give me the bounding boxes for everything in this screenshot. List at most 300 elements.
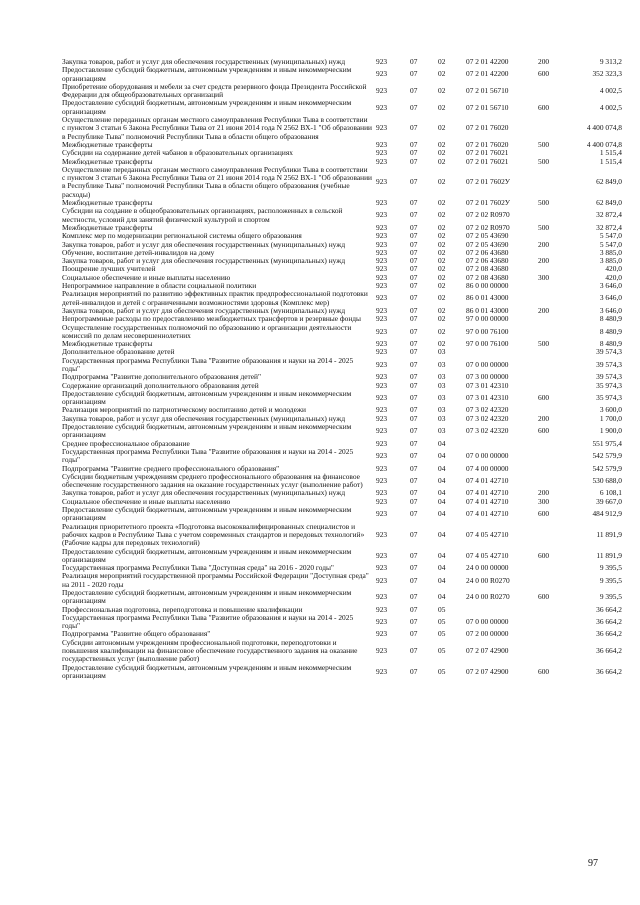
- row-target-article: 07 4 05 42710: [466, 529, 509, 539]
- row-amount: 9 395,5: [599, 575, 622, 585]
- table-row: [62, 448, 622, 465]
- table-row: [62, 340, 622, 348]
- row-expense-type: [538, 348, 574, 356]
- row-ministry-code: 923: [376, 69, 388, 79]
- row-amount: 4 400 074,8: [586, 123, 622, 133]
- row-subsection: 02: [438, 257, 446, 266]
- table-row: [62, 324, 622, 341]
- row-target-article: 07 2 01 76021: [466, 149, 509, 158]
- row-name: Закупка товаров, работ и услуг для обеспечения государственных (муниципальных) нужд: [62, 58, 346, 66]
- row-subsection: 02: [438, 149, 446, 158]
- row-ministry-code: 923: [376, 223, 388, 232]
- row-amount: 35 974,3: [596, 381, 622, 390]
- row-section: 07: [410, 177, 418, 187]
- table-row: [62, 348, 622, 356]
- row-section: 07: [410, 86, 418, 96]
- row-target-article: 07 2 06 43680: [466, 257, 509, 266]
- row-section: 07: [410, 315, 418, 324]
- row-subsection: 04: [438, 497, 446, 506]
- row-section: 07: [410, 381, 418, 390]
- row-amount: 551 975,4: [592, 439, 622, 448]
- table-row: [62, 664, 622, 681]
- row-amount: 39 574,3: [596, 373, 622, 382]
- row-section: 07: [410, 340, 418, 349]
- row-section: 07: [410, 157, 418, 166]
- row-name: Социальное обеспечение и иные выплаты населению: [62, 273, 231, 282]
- row-section: 07: [410, 464, 418, 473]
- row-target-article: 07 2 06 43680: [466, 248, 509, 257]
- row-name: Межбюджетные трансферты: [62, 223, 153, 232]
- row-target-article: 07 3 02 42320: [466, 426, 509, 436]
- row-section: 07: [410, 575, 418, 585]
- row-section: 07: [410, 564, 418, 573]
- row-subsection: 02: [438, 58, 446, 66]
- row-subsection: 02: [438, 86, 446, 96]
- row-name: Социальное обеспечение и иные выплаты населению: [62, 497, 231, 506]
- row-name: Предоставление субсидий бюджетным, автономным учреждениям и иным некоммерческим организациям: [62, 423, 352, 440]
- row-subsection: 02: [438, 326, 446, 336]
- row-target-article: 07 2 01 56710: [466, 86, 509, 96]
- row-name: Субсидии бюджетным учреждениям среднего профессионального образования на финансовое обеспечение государственного задания на оказание государственных услуг (выполнение работ): [62, 472, 363, 490]
- row-expense-type: 600: [538, 69, 550, 79]
- row-amount: 39 574,3: [596, 359, 622, 369]
- row-ministry-code: 923: [376, 451, 388, 461]
- row-ministry-code: 923: [376, 340, 388, 349]
- row-expense-type: [538, 473, 574, 490]
- row-ministry-code: 923: [376, 265, 388, 274]
- row-name: Подпрограмма "Развитие дополнительного образования детей": [62, 373, 262, 382]
- table-row: [62, 224, 622, 232]
- table-row: [62, 141, 622, 149]
- row-target-article: 07 0 00 00000: [466, 359, 509, 369]
- row-expense-type: 200: [538, 240, 550, 249]
- row-expense-type: [538, 207, 574, 224]
- table-row: [62, 166, 622, 199]
- row-amount: 4 002,5: [599, 102, 622, 112]
- table-row: [62, 630, 622, 638]
- row-name: Субсидии на содержание детей чабанов в образовательных организациях: [62, 149, 293, 158]
- page-number: 97: [588, 858, 598, 869]
- row-amount: 9 395,5: [599, 564, 622, 573]
- table-row: [62, 506, 622, 523]
- row-target-article: 07 3 02 42320: [466, 414, 509, 423]
- row-amount: 8 480,9: [599, 315, 622, 324]
- row-section: 07: [410, 149, 418, 158]
- row-subsection: 02: [438, 232, 446, 241]
- row-name: Государственная программа Республики Тыва "Доступная среда" на 2016 - 2020 годы": [62, 564, 334, 573]
- row-amount: 3 885,0: [599, 248, 622, 257]
- row-section: 07: [410, 359, 418, 369]
- row-subsection: 03: [438, 381, 446, 390]
- row-subsection: 02: [438, 293, 446, 303]
- row-expense-type: [538, 465, 574, 473]
- table-row: [62, 465, 622, 473]
- row-expense-type: 300: [538, 273, 550, 282]
- row-ministry-code: 923: [376, 257, 388, 266]
- table-row: [62, 307, 622, 315]
- row-target-article: 86 0 00 00000: [466, 282, 509, 291]
- row-ministry-code: 923: [376, 464, 388, 473]
- row-expense-type: [538, 440, 574, 448]
- row-amount: 8 480,9: [599, 326, 622, 336]
- row-name: Предоставление субсидий бюджетным, автономным учреждениям и иным некоммерческим организациям: [62, 547, 352, 564]
- table-row: [62, 58, 622, 66]
- row-amount: 9 395,5: [599, 592, 622, 602]
- row-section: 07: [410, 414, 418, 423]
- row-target-article: 97 0 00 76100: [466, 340, 509, 349]
- row-target-article: 07 2 07 42900: [466, 666, 509, 676]
- row-amount: 6 108,1: [599, 489, 622, 498]
- row-amount: 420,0: [605, 265, 622, 274]
- row-amount: 1 900,0: [599, 426, 622, 436]
- table-row: [62, 415, 622, 423]
- row-target-article: [466, 348, 538, 356]
- row-section: 07: [410, 223, 418, 232]
- row-section: 07: [410, 248, 418, 257]
- row-subsection: 05: [438, 605, 446, 614]
- row-amount: 530 688,0: [592, 475, 622, 485]
- row-subsection: 02: [438, 102, 446, 112]
- table-row: [62, 241, 622, 249]
- row-expense-type: [538, 382, 574, 390]
- row-amount: 5 547,0: [599, 232, 622, 241]
- row-amount: 420,0: [605, 273, 622, 282]
- row-subsection: 03: [438, 414, 446, 423]
- row-section: 07: [410, 273, 418, 282]
- row-amount: 62 849,0: [596, 177, 622, 187]
- row-target-article: 86 0 01 43000: [466, 293, 509, 303]
- row-expense-type: [538, 606, 574, 614]
- row-name: Закупка товаров, работ и услуг для обеспечения государственных (муниципальных) нужд: [62, 306, 346, 315]
- row-subsection: 02: [438, 306, 446, 315]
- row-subsection: 02: [438, 69, 446, 79]
- row-section: 07: [410, 69, 418, 79]
- row-section: 07: [410, 646, 418, 656]
- row-section: 07: [410, 393, 418, 403]
- row-target-article: [466, 440, 538, 448]
- row-ministry-code: 923: [376, 199, 388, 208]
- row-ministry-code: 923: [376, 529, 388, 539]
- row-ministry-code: 923: [376, 123, 388, 133]
- row-target-article: 97 0 00 00000: [466, 315, 509, 324]
- row-amount: 36 664,2: [596, 646, 622, 656]
- row-subsection: 02: [438, 223, 446, 232]
- row-target-article: 07 0 00 00000: [466, 451, 509, 461]
- row-expense-type: 600: [538, 426, 550, 436]
- row-ministry-code: 923: [376, 240, 388, 249]
- row-subsection: 03: [438, 426, 446, 436]
- row-expense-type: [538, 290, 574, 307]
- row-target-article: 07 2 01 76021: [466, 157, 509, 166]
- row-subsection: 04: [438, 550, 446, 560]
- table-row: [62, 149, 622, 157]
- row-section: 07: [410, 497, 418, 506]
- row-section: 07: [410, 348, 418, 357]
- row-amount: 1 700,0: [599, 414, 622, 423]
- row-expense-type: [538, 357, 574, 374]
- row-expense-type: [538, 614, 574, 631]
- row-name: Реализация приоритетного проекта «Подготовка высококвалифицированных специалистов и рабочих кадров в Республике Тыва с учетом современных стандартов и передовых технологий» (Рабочие кадры для передовых технологий): [62, 522, 365, 548]
- row-expense-type: [538, 406, 574, 414]
- row-name: Предоставление субсидий бюджетным, автономным учреждениям и иным некоммерческим организациям: [62, 506, 352, 523]
- row-target-article: 97 0 00 76100: [466, 326, 509, 336]
- row-expense-type: [538, 149, 574, 157]
- row-ministry-code: 923: [376, 293, 388, 303]
- row-name: Дополнительное образование детей: [62, 348, 175, 357]
- row-amount: 32 872,4: [596, 210, 622, 220]
- row-ministry-code: 923: [376, 509, 388, 519]
- row-expense-type: 600: [538, 550, 550, 560]
- row-ministry-code: 923: [376, 475, 388, 485]
- row-amount: 36 664,2: [596, 617, 622, 627]
- row-ministry-code: 923: [376, 575, 388, 585]
- row-expense-type: [538, 448, 574, 465]
- row-name: Межбюджетные трансферты: [62, 157, 153, 166]
- row-ministry-code: 923: [376, 426, 388, 436]
- row-expense-type: 200: [538, 489, 550, 498]
- table-row: [62, 207, 622, 224]
- row-ministry-code: 923: [376, 149, 388, 158]
- row-section: 07: [410, 630, 418, 639]
- row-target-article: 07 2 01 42200: [466, 69, 509, 79]
- row-target-article: 07 0 00 00000: [466, 617, 509, 627]
- table-row: [62, 158, 622, 166]
- row-expense-type: 500: [538, 140, 550, 149]
- row-target-article: 24 0 00 R0270: [466, 575, 510, 585]
- row-name: Реализация мероприятий по развитию эффективных практик предпрофессиональной подготовки детей-инвалидов и детей с ограниченными возможностями здоровья (Комплекс мер): [62, 290, 368, 307]
- row-ministry-code: 923: [376, 406, 388, 415]
- row-target-article: 07 2 02 R0970: [466, 210, 510, 220]
- row-subsection: 04: [438, 509, 446, 519]
- row-expense-type: [538, 116, 574, 141]
- row-name: Государственная программа Республики Тыва "Развитие образования и науки на 2014 - 2025 годы": [62, 613, 354, 631]
- table-row: [62, 257, 622, 265]
- row-expense-type: 600: [538, 102, 550, 112]
- row-expense-type: [538, 83, 574, 100]
- row-ministry-code: 923: [376, 157, 388, 166]
- row-ministry-code: 923: [376, 282, 388, 291]
- row-expense-type: [538, 572, 574, 589]
- table-row: [62, 382, 622, 390]
- row-subsection: 02: [438, 210, 446, 220]
- row-name: Субсидии автономным учреждениям профессиональной подготовки, переподготовки и повышения квалификации на финансовое обеспечение государственного задания на оказание государственных услуг (выполнение работ): [62, 638, 358, 664]
- row-name: Реализация мероприятий по патриотическому воспитанию детей и молодежи: [62, 406, 306, 415]
- row-amount: 5 547,0: [599, 240, 622, 249]
- row-subsection: 03: [438, 393, 446, 403]
- row-target-article: 86 0 01 43000: [466, 306, 509, 315]
- table-row: [62, 116, 622, 141]
- table-row: [62, 274, 622, 282]
- row-subsection: 02: [438, 123, 446, 133]
- row-name: Подпрограмма "Развитие общего образования": [62, 630, 211, 639]
- row-subsection: 03: [438, 406, 446, 415]
- row-name: Предоставление субсидий бюджетным, автономным учреждениям и иным некоммерческим организациям: [62, 389, 352, 407]
- row-ministry-code: 923: [376, 102, 388, 112]
- row-section: 07: [410, 509, 418, 519]
- table-row: [62, 265, 622, 273]
- row-subsection: 04: [438, 529, 446, 539]
- row-name: Государственная программа Республики Тыва "Развитие образования и науки на 2014 - 2025 годы": [62, 447, 354, 465]
- table-row: [62, 290, 622, 307]
- table-row: [62, 66, 622, 83]
- row-name: Комплекс мер по модернизации региональной системы общего образования: [62, 232, 302, 241]
- row-target-article: 07 2 01 76020: [466, 140, 509, 149]
- row-section: 07: [410, 232, 418, 241]
- row-subsection: 03: [438, 348, 446, 357]
- row-section: 07: [410, 102, 418, 112]
- row-expense-type: [538, 630, 574, 638]
- row-name: Осуществление переданных органам местного самоуправления Республики Тыва в соответствии с пунктом 3 статьи 6 Закона Республики Тыва от 21 июня 2014 года N 2562 ВХ-1 "Об образовании в Республике Тыва" полномочий Республики Тыва в области общего образования: [62, 116, 372, 141]
- row-ministry-code: 923: [376, 373, 388, 382]
- row-amount: 11 891,9: [596, 550, 622, 560]
- row-section: 07: [410, 666, 418, 676]
- row-section: 07: [410, 592, 418, 602]
- row-name: Реализация мероприятий государственной программы Российской Федерации "Доступная среда" на 2011 - 2020 годы: [62, 572, 369, 589]
- table-row: [62, 523, 622, 548]
- row-name: Предоставление субсидий бюджетным, автономным учреждениям и иным некоммерческим организациям: [62, 99, 352, 116]
- row-expense-type: [538, 373, 574, 381]
- row-expense-type: 500: [538, 157, 550, 166]
- row-ministry-code: 923: [376, 550, 388, 560]
- row-ministry-code: 923: [376, 393, 388, 403]
- row-subsection: 05: [438, 646, 446, 656]
- row-subsection: 02: [438, 282, 446, 291]
- row-amount: 542 579,9: [592, 464, 622, 473]
- table-row: [62, 572, 622, 589]
- row-section: 07: [410, 605, 418, 614]
- row-expense-type: 300: [538, 497, 550, 506]
- row-section: 07: [410, 373, 418, 382]
- row-expense-type: 200: [538, 306, 550, 315]
- row-amount: 3 646,0: [599, 293, 622, 303]
- row-ministry-code: 923: [376, 348, 388, 357]
- budget-table: [62, 58, 622, 680]
- row-amount: 1 515,4: [599, 157, 622, 166]
- row-amount: 36 664,2: [596, 605, 622, 614]
- row-ministry-code: 923: [376, 232, 388, 241]
- row-section: 07: [410, 306, 418, 315]
- row-subsection: 05: [438, 630, 446, 639]
- row-name: Закупка товаров, работ и услуг для обеспечения государственных (муниципальных) нужд: [62, 240, 346, 249]
- row-subsection: 02: [438, 240, 446, 249]
- row-amount: 8 480,9: [599, 340, 622, 349]
- row-section: 07: [410, 617, 418, 627]
- table-row: [62, 282, 622, 290]
- row-expense-type: 500: [538, 340, 550, 349]
- row-target-article: 24 0 00 R0270: [466, 592, 510, 602]
- row-ministry-code: 923: [376, 273, 388, 282]
- row-amount: 39 574,3: [596, 348, 622, 357]
- row-ministry-code: 923: [376, 489, 388, 498]
- row-section: 07: [410, 58, 418, 66]
- row-subsection: 02: [438, 248, 446, 257]
- row-target-article: 07 2 01 7602У: [466, 177, 511, 187]
- row-name: Межбюджетные трансферты: [62, 199, 153, 208]
- row-name: Подпрограмма "Развитие среднего профессионального образования": [62, 464, 280, 473]
- table-row: [62, 390, 622, 407]
- row-section: 07: [410, 265, 418, 274]
- row-name: Обучение, воспитание детей-инвалидов на дому: [62, 248, 215, 257]
- table-row: [62, 315, 622, 323]
- row-subsection: 03: [438, 373, 446, 382]
- row-subsection: 02: [438, 340, 446, 349]
- row-expense-type: [538, 282, 574, 290]
- table-row: [62, 232, 622, 240]
- row-expense-type: 600: [538, 509, 550, 519]
- row-ministry-code: 923: [376, 605, 388, 614]
- row-target-article: 07 2 02 R0970: [466, 223, 510, 232]
- budget-table-body: [62, 58, 622, 680]
- table-row: [62, 489, 622, 497]
- table-row: [62, 548, 622, 565]
- row-ministry-code: 923: [376, 315, 388, 324]
- row-expense-type: [538, 249, 574, 257]
- row-ministry-code: 923: [376, 617, 388, 627]
- row-ministry-code: 923: [376, 58, 388, 66]
- row-target-article: 07 2 01 7602У: [466, 199, 511, 208]
- row-name: Осуществление государственных полномочий по образованию и организации деятельности комиссий по делам несовершеннолетних: [62, 323, 352, 340]
- row-target-article: 07 2 07 42900: [466, 646, 509, 656]
- row-target-article: 07 3 02 42320: [466, 406, 509, 415]
- row-target-article: 07 4 00 00000: [466, 464, 509, 473]
- row-ministry-code: 923: [376, 248, 388, 257]
- row-ministry-code: 923: [376, 564, 388, 573]
- row-target-article: 07 2 00 00000: [466, 630, 509, 639]
- row-expense-type: [538, 523, 574, 548]
- row-section: 07: [410, 529, 418, 539]
- row-section: 07: [410, 426, 418, 436]
- row-name: Приобретение оборудования и мебели за счет средств резервного фонда Президента Российской Федерации для общеобразовательных организаций: [62, 82, 367, 100]
- row-section: 07: [410, 282, 418, 291]
- row-section: 07: [410, 140, 418, 149]
- row-name: Среднее профессиональное образование: [62, 439, 190, 448]
- row-section: 07: [410, 257, 418, 266]
- table-row: [62, 614, 622, 631]
- row-subsection: 05: [438, 617, 446, 627]
- table-row: [62, 373, 622, 381]
- row-name: Профессиональная подготовка, переподготовка и повышение квалификации: [62, 605, 303, 614]
- row-amount: 39 667,0: [596, 497, 622, 506]
- row-amount: 4 400 074,8: [586, 140, 622, 149]
- row-name: Предоставление субсидий бюджетным, автономным учреждениям и иным некоммерческим организациям: [62, 589, 352, 606]
- row-subsection: 02: [438, 315, 446, 324]
- row-subsection: 02: [438, 140, 446, 149]
- row-subsection: 04: [438, 464, 446, 473]
- table-row: [62, 249, 622, 257]
- table-row: [62, 99, 622, 116]
- row-amount: 352 323,3: [592, 69, 622, 79]
- table-row: [62, 498, 622, 506]
- row-subsection: 04: [438, 575, 446, 585]
- row-subsection: 04: [438, 592, 446, 602]
- row-name: Государственная программа Республики Тыва "Развитие образования и науки на 2014 - 2025 годы": [62, 356, 354, 373]
- row-amount: 3 646,0: [599, 282, 622, 291]
- row-target-article: 07 3 01 42310: [466, 381, 509, 390]
- row-target-article: 07 4 05 42710: [466, 550, 509, 560]
- row-target-article: 07 4 01 42710: [466, 475, 509, 485]
- row-subsection: 03: [438, 359, 446, 369]
- row-name: Межбюджетные трансферты: [62, 340, 153, 349]
- row-ministry-code: 923: [376, 381, 388, 390]
- table-row: [62, 564, 622, 572]
- row-expense-type: 500: [538, 223, 550, 232]
- row-section: 07: [410, 475, 418, 485]
- row-section: 07: [410, 489, 418, 498]
- table-row: [62, 606, 622, 614]
- row-expense-type: 200: [538, 58, 550, 66]
- row-name: Закупка товаров, работ и услуг для обеспечения государственных (муниципальных) нужд: [62, 489, 346, 498]
- row-amount: 3 646,0: [599, 306, 622, 315]
